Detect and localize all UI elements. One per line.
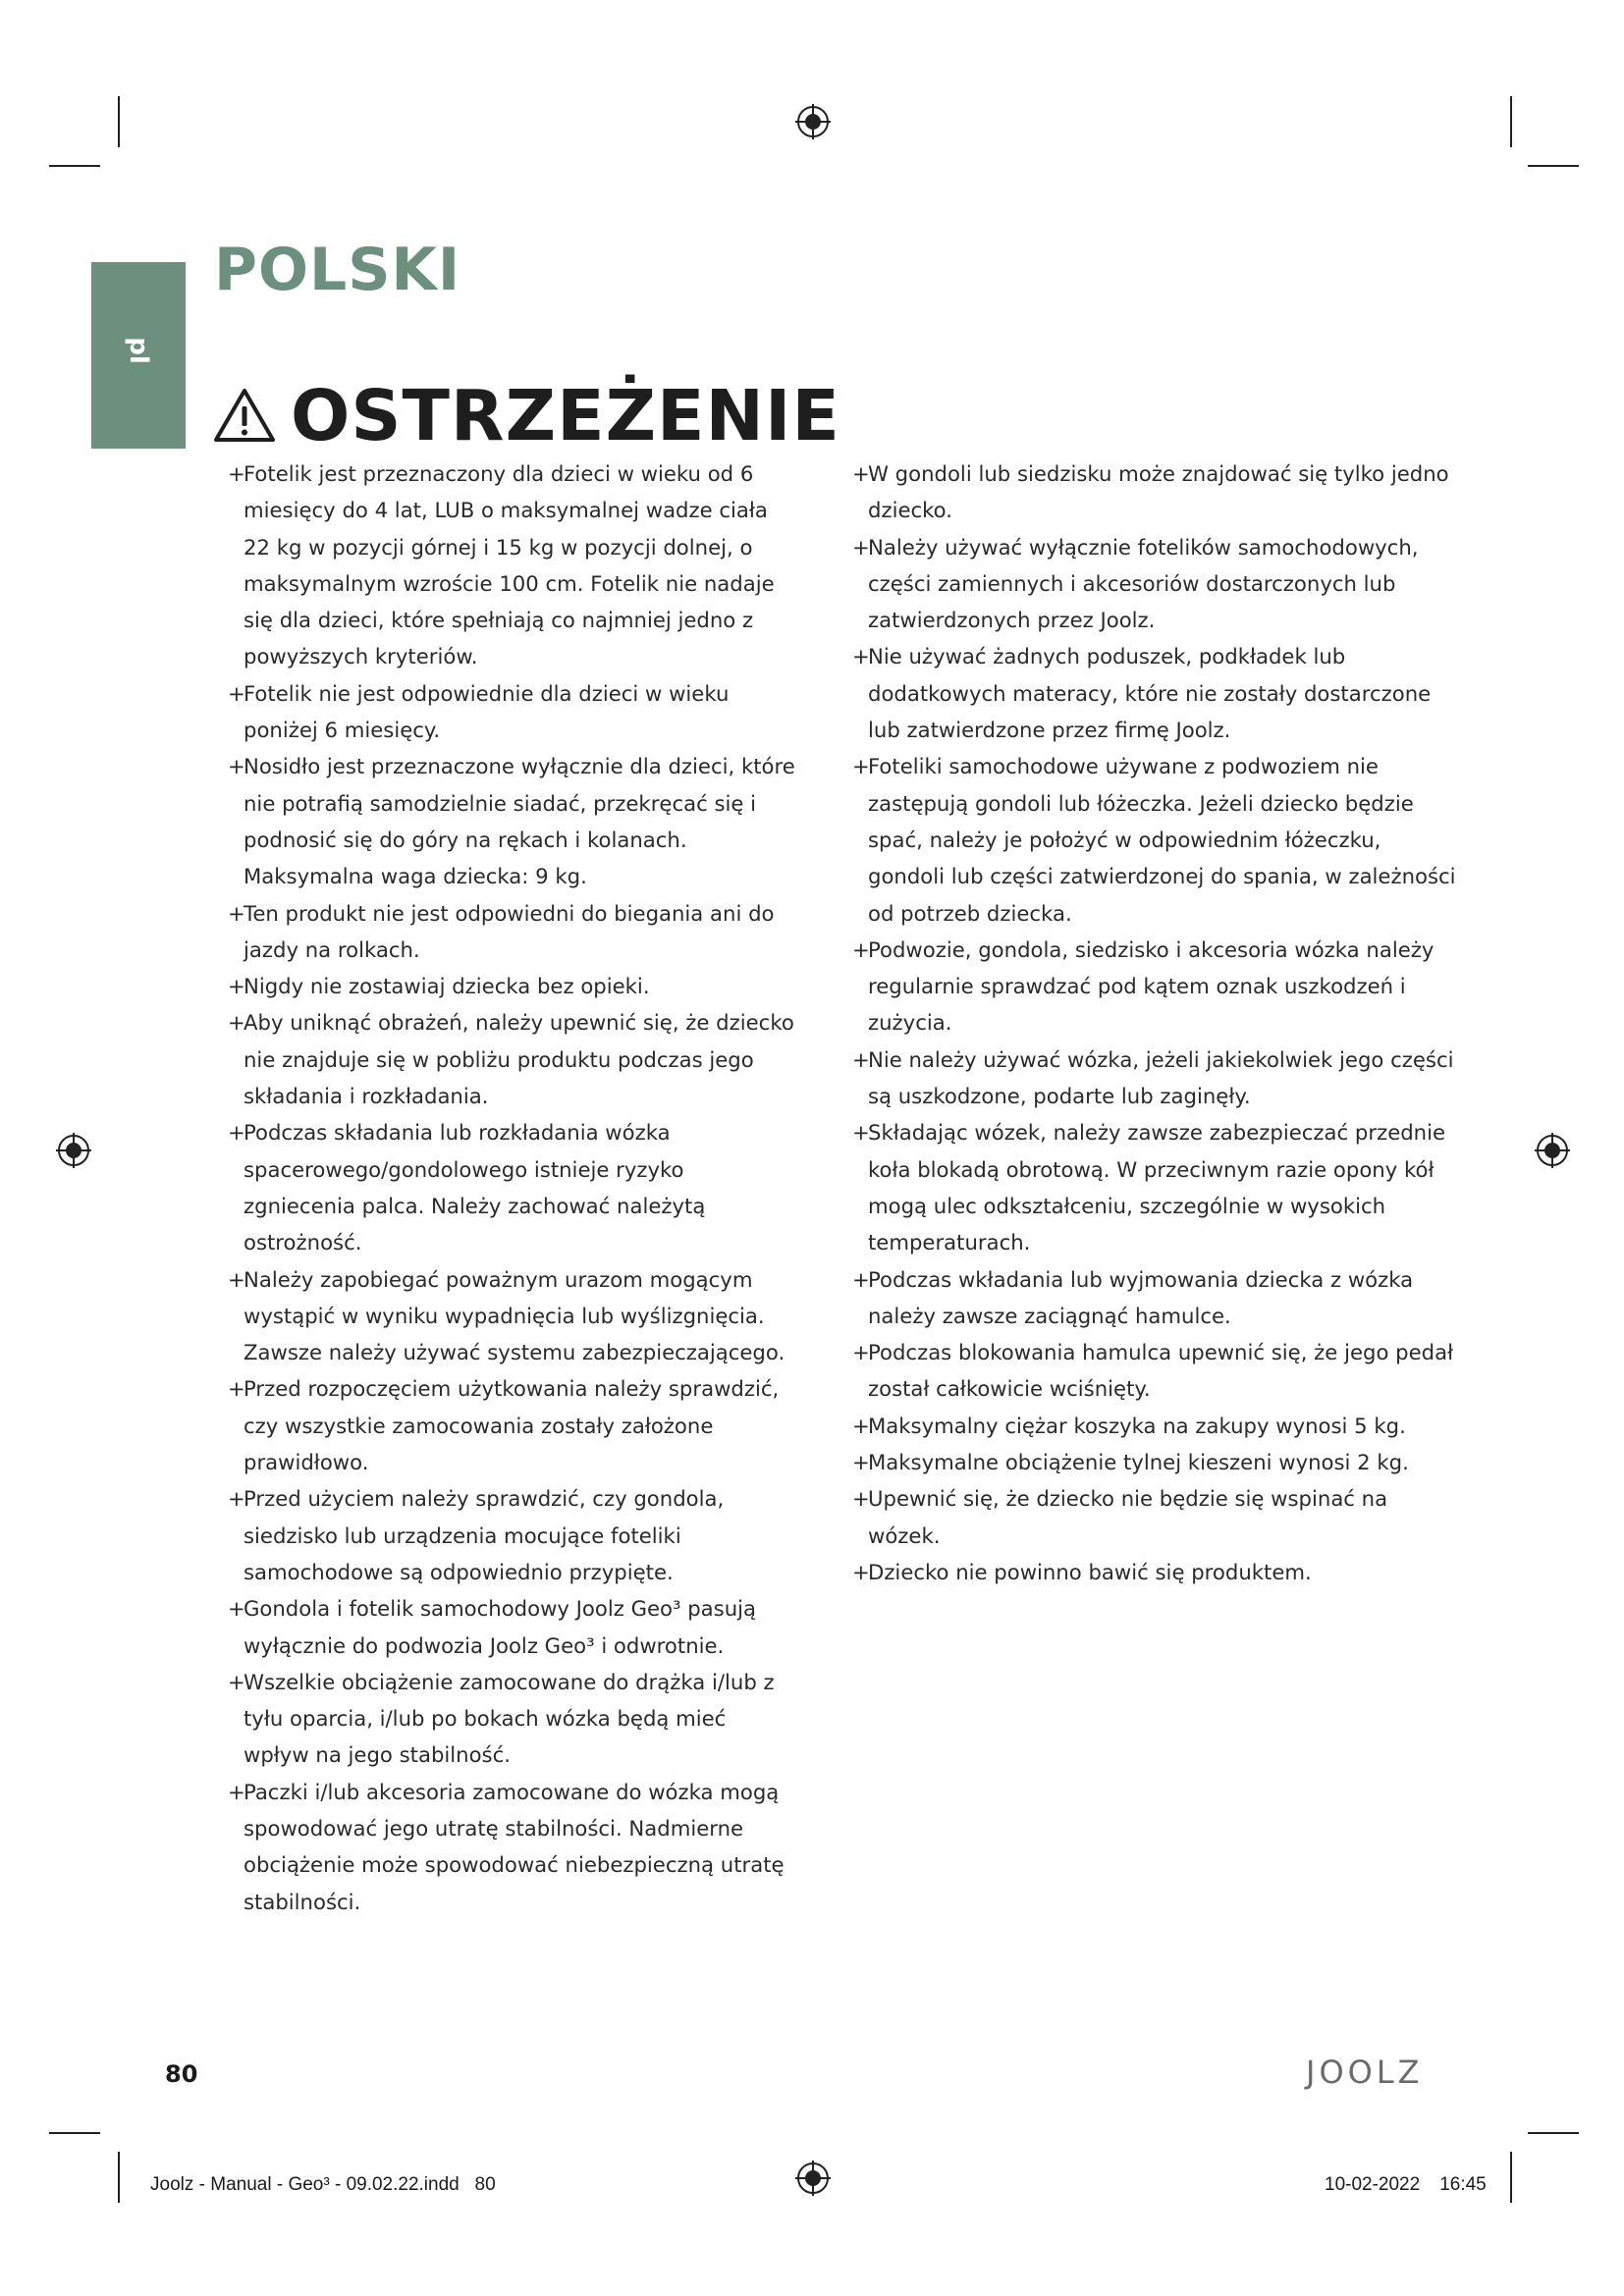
warning-item — [852, 1408, 1461, 1444]
crop-mark — [1510, 2152, 1512, 2203]
registration-mark-icon — [793, 102, 833, 141]
warning-item — [228, 1004, 797, 1114]
warning-item — [852, 529, 1461, 639]
warning-item-text: Aby uniknąć obrażeń, należy upewnić się, że dziecko nie znajduje się w pobliżu produktu podczas jego składania i rozkładania. — [244, 1010, 794, 1109]
bullet-plus-icon: + — [228, 974, 245, 999]
print-slug-time: 16:45 — [1439, 2174, 1487, 2195]
registration-mark-icon — [1533, 1131, 1572, 1170]
bullet-plus-icon: + — [852, 1486, 870, 1512]
bullet-plus-icon: + — [228, 1669, 245, 1694]
warning-item-text: Fotelik jest przeznaczony dla dzieci w wieku od 6 miesięcy do 4 lat, LUB o maksymalnej wadze ciała 22 kg w pozycji górnej i 15 kg w pozycji dolnej, o maksymalnym wzroście 100 cm. Fotelik nie nadaje się dla dzieci, które spełniają co najmniej jedno z powyższych kryteriów. — [244, 461, 775, 669]
bullet-plus-icon: + — [852, 1450, 870, 1475]
crop-mark — [1528, 165, 1579, 167]
warning-item-text: Maksymalny ciężar koszyka na zakupy wynosi 5 kg. — [868, 1413, 1406, 1438]
warning-item — [852, 1261, 1461, 1335]
registration-mark-icon — [793, 2159, 833, 2198]
warning-item — [228, 675, 797, 749]
warning-item — [852, 1114, 1461, 1260]
warning-item-text: Podczas wkładania lub wyjmowania dziecka z wózka należy zawsze zaciągnąć hamulce. — [868, 1266, 1414, 1328]
warning-item-text: Ten produkt nie jest odpowiedni do biegania ani do jazdy na rolkach. — [244, 900, 775, 962]
warning-item — [852, 932, 1461, 1041]
bullet-plus-icon: + — [852, 936, 870, 962]
warning-title: OSTRZEŻENIE — [291, 374, 840, 456]
crop-mark — [118, 2152, 120, 2203]
warning-list-left — [228, 455, 797, 1920]
warning-list-right — [852, 455, 1461, 1590]
print-slug-datetime — [1325, 2174, 1487, 2196]
warning-item-text: Gondola i fotelik samochodowy Joolz Geo³ pasują wyłącznie do podwozia Joolz Geo³ i odwrotnie. — [244, 1596, 757, 1658]
warning-heading — [212, 371, 840, 459]
warning-item — [228, 455, 797, 675]
warning-item — [228, 1664, 797, 1774]
bullet-plus-icon: + — [852, 534, 870, 560]
bullet-plus-icon: + — [228, 1010, 245, 1036]
warning-item-text: Nigdy nie zostawiaj dziecka bez opieki. — [244, 974, 650, 999]
crop-mark — [1510, 96, 1512, 147]
bullet-plus-icon: + — [228, 1486, 245, 1512]
bullet-plus-icon: + — [228, 1266, 245, 1292]
warning-item — [852, 1041, 1461, 1115]
warning-item-text: Należy używać wyłącznie fotelików samochodowych, części zamiennych i akcesoriów dostarczonych lub zatwierdzonych przez Joolz. — [868, 534, 1419, 633]
bullet-plus-icon: + — [852, 644, 870, 669]
warning-item — [228, 895, 797, 969]
bullet-plus-icon: + — [228, 680, 245, 706]
bullet-plus-icon: + — [228, 1376, 245, 1402]
warning-item — [852, 1444, 1461, 1480]
brand-logo: JOOLZ — [1306, 2054, 1424, 2091]
warning-item-text: Należy zapobiegać poważnym urazom mogącym wystąpić w wyniku wypadnięcia lub wyślizgnięcia. Zawsze należy używać systemu zabezpieczającego. — [244, 1266, 785, 1365]
warning-item — [852, 1554, 1461, 1590]
bullet-plus-icon: + — [228, 900, 245, 926]
warning-item-text: Przed użyciem należy sprawdzić, czy gondola, siedzisko lub urządzenia mocujące foteliki samochodowe są odpowiednio przypięte. — [244, 1486, 725, 1584]
bullet-plus-icon: + — [228, 1596, 245, 1622]
warning-item-text: Nie używać żadnych poduszek, podkładek lub dodatkowych materacy, które nie zostały dostarczone lub zatwierdzone przez firmę Joolz. — [868, 644, 1432, 743]
warning-item — [228, 748, 797, 894]
bullet-plus-icon: + — [228, 461, 245, 486]
warning-item-text: Paczki i/lub akcesoria zamocowane do wózka mogą spowodować jego utratę stabilności. Nadmierne obciążenie może spowodować niebezpieczną utratę stabilności. — [244, 1779, 785, 1914]
warning-item-text: Foteliki samochodowe używane z podwoziem nie zastępują gondoli lub łóżeczka. Jeżeli dziecko będzie spać, należy je położyć w odpowiednim łóżeczku, gondoli lub części zatwierdzonej do spania, w zależności od potrzeb dziecka. — [868, 754, 1456, 926]
warning-item-text: Składając wózek, należy zawsze zabezpieczać przednie koła blokadą obrotową. W przeciwnym razie opony kół mogą ulec odkształceniu, szczególnie w wysokich temperaturach. — [868, 1120, 1446, 1255]
warning-item — [852, 455, 1461, 529]
warning-item — [228, 1774, 797, 1920]
language-side-tab — [91, 262, 186, 449]
warning-item-text: Fotelik nie jest odpowiednie dla dzieci w wieku poniżej 6 miesięcy. — [244, 680, 730, 743]
warning-item-text: Upewnić się, że dziecko nie będzie się wspinać na wózek. — [868, 1486, 1388, 1548]
bullet-plus-icon: + — [852, 1559, 870, 1584]
warning-item-text: Podczas blokowania hamulca upewnić się, że jego pedał został całkowicie wciśnięty. — [868, 1340, 1454, 1402]
warning-item — [852, 1480, 1461, 1554]
warning-item — [228, 1261, 797, 1371]
warning-item-text: Podwozie, gondola, siedzisko i akcesoria wózka należy regularnie sprawdzać pod kątem oznak uszkodzeń i zużycia. — [868, 936, 1435, 1036]
warning-item-text: Nie należy używać wózka, jeżeli jakiekolwiek jego części są uszkodzone, podarte lub zaginęły. — [868, 1046, 1454, 1109]
warning-item-text: Podczas składania lub rozkładania wózka spacerowego/gondolowego istnieje ryzyko zgniecenia palca. Należy zachować należytą ostrożność. — [244, 1120, 706, 1255]
warning-item — [852, 638, 1461, 748]
warning-item-text: Nosidło jest przeznaczone wyłącznie dla dzieci, które nie potrafią samodzielnie siadać, przekręcać się i podnosić się do góry na rękach i kolanach. Maksymalna waga dziecka: 9 kg. — [244, 754, 795, 889]
bullet-plus-icon: + — [852, 461, 870, 486]
crop-mark — [1528, 2132, 1579, 2134]
warning-item-text: Przed rozpoczęciem użytkowania należy sprawdzić, czy wszystkie zamocowania zostały założone prawidłowo. — [244, 1376, 780, 1475]
warning-item-text: Wszelkie obciążenie zamocowane do drążka i/lub z tyłu oparcia, i/lub po bokach wózka będą mieć wpływ na jego stabilność. — [244, 1669, 775, 1768]
warning-item — [228, 1590, 797, 1664]
language-title: POLSKI — [214, 236, 461, 304]
bullet-plus-icon: + — [852, 1413, 870, 1438]
crop-mark — [49, 165, 100, 167]
registration-mark-icon — [54, 1131, 93, 1170]
print-slug-file: Joolz - Manual - Geo³ - 09.02.22.indd 80 — [150, 2174, 496, 2195]
page-number: 80 — [165, 2060, 198, 2088]
crop-mark — [49, 2132, 100, 2134]
warning-item-text: Dziecko nie powinno bawić się produktem. — [868, 1559, 1312, 1584]
language-code: pl — [124, 337, 153, 364]
warning-item — [228, 1114, 797, 1260]
warning-item — [228, 968, 797, 1004]
warning-item-text: W gondoli lub siedzisku może znajdować się tylko jedno dziecko. — [868, 461, 1449, 523]
bullet-plus-icon: + — [852, 1340, 870, 1365]
bullet-plus-icon: + — [852, 754, 870, 779]
warning-triangle-icon — [212, 387, 277, 444]
print-slug-date: 10-02-2022 — [1325, 2174, 1421, 2195]
warning-item — [852, 748, 1461, 931]
bullet-plus-icon: + — [228, 1120, 245, 1146]
warning-item-text: Maksymalne obciążenie tylnej kieszeni wynosi 2 kg. — [868, 1450, 1409, 1475]
crop-mark — [118, 96, 120, 147]
bullet-plus-icon: + — [852, 1120, 870, 1146]
bullet-plus-icon: + — [228, 1779, 245, 1804]
bullet-plus-icon: + — [852, 1266, 870, 1292]
warning-item — [228, 1370, 797, 1480]
bullet-plus-icon: + — [852, 1046, 870, 1072]
warning-item — [228, 1480, 797, 1590]
bullet-plus-icon: + — [228, 754, 245, 779]
warning-item — [852, 1334, 1461, 1408]
